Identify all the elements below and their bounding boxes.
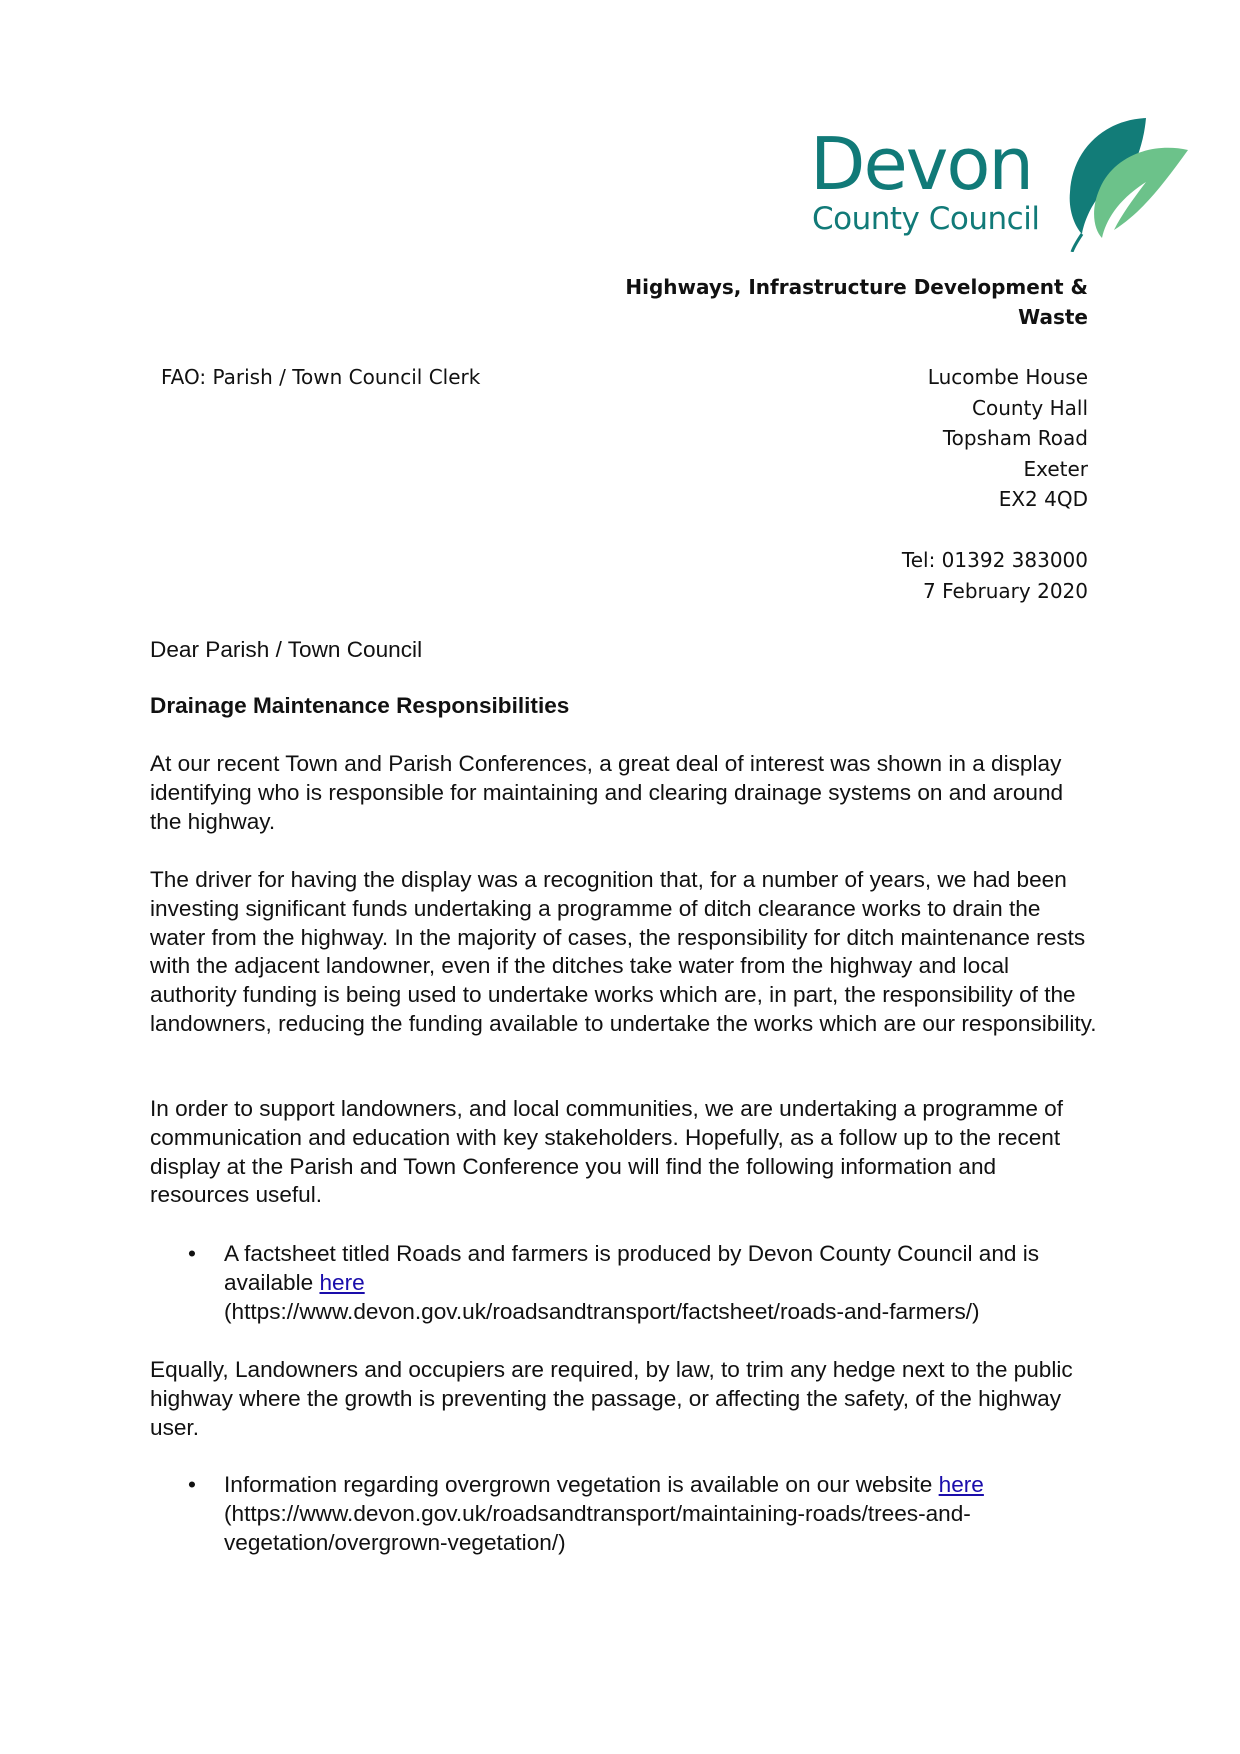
fao-line: FAO: Parish / Town Council Clerk — [161, 365, 481, 389]
bullet-text: A factsheet titled Roads and farmers is produced by Devon County Council and is available — [224, 1241, 1040, 1295]
address-line-1: Lucombe House — [927, 365, 1088, 389]
paragraph-4: Equally, Landowners and occupiers are required, by law, to trim any hedge next to the public highway where the growth is preventing the passage, or affecting the safety, of the highway user. — [150, 1357, 1073, 1440]
letter-heading: Drainage Maintenance Responsibilities — [150, 693, 570, 718]
paragraph-2: The driver for having the display was a recognition that, for a number of years, we had been investing significant funds undertaking a programme of ditch clearance works to drain the water from the highway. In the majority of cases, the responsibility for ditch maintenance rests with the adjacent landowner, even if the ditches take water from the highway and local authority funding is being used to undertake works which are, in part, the responsibility of the landowners, reducing the funding available to undertake the works which are our responsibility. — [150, 867, 1097, 1036]
department-line-2: Waste — [1018, 305, 1088, 329]
contact-block — [902, 545, 1088, 606]
devon-county-council-logo — [810, 112, 1190, 252]
bullet-marker: • — [188, 1241, 196, 1266]
factsheet-here-link[interactable]: here — [319, 1269, 365, 1295]
paragraph-3: In order to support landowners, and local communities, we are undertaking a programme of communication and education with key stakeholders. Hopefully, as a follow up to the recent display at the Parish and Town Conference you will find the following information and resources useful. — [150, 1096, 1064, 1208]
bullet-item-factsheet — [150, 1240, 1100, 1326]
vegetation-here-link[interactable]: here — [938, 1472, 984, 1497]
logo-county-council-text: County Council — [812, 201, 1040, 237]
leaf-icon — [1042, 112, 1192, 252]
address-postcode: EX2 4QD — [998, 487, 1088, 512]
department-line-1: Highways, Infrastructure Development & — [625, 275, 1088, 299]
bullet-text: Information regarding overgrown vegetation is available on our website — [224, 1472, 933, 1497]
address-line-3: Topsham Road — [942, 426, 1088, 451]
address-line-2: County Hall — [972, 395, 1088, 420]
sender-address — [928, 362, 1088, 515]
paragraph-1: At our recent Town and Parish Conferences, a great deal of interest was shown in a display identifying who is responsible for maintaining and clearing drainage systems on and around the highway. — [150, 751, 1064, 834]
bullet-item-vegetation — [150, 1471, 1100, 1557]
telephone: Tel: 01392 383000 — [901, 548, 1088, 572]
bullet-url: (https://www.devon.gov.uk/roadsandtransport/maintaining-roads/trees-and-vegetation/overgrown-vegetation/) — [224, 1500, 971, 1555]
bullet-url: (https://www.devon.gov.uk/roadsandtransport/factsheet/roads-and-farmers/) — [224, 1298, 980, 1324]
bullet-marker: • — [188, 1472, 196, 1497]
address-line-4: Exeter — [1023, 456, 1088, 481]
logo-devon-text: Devon — [810, 122, 1033, 206]
department-name — [588, 272, 1088, 332]
letter-date: 7 February 2020 — [923, 578, 1088, 603]
greeting: Dear Parish / Town Council — [150, 637, 423, 662]
